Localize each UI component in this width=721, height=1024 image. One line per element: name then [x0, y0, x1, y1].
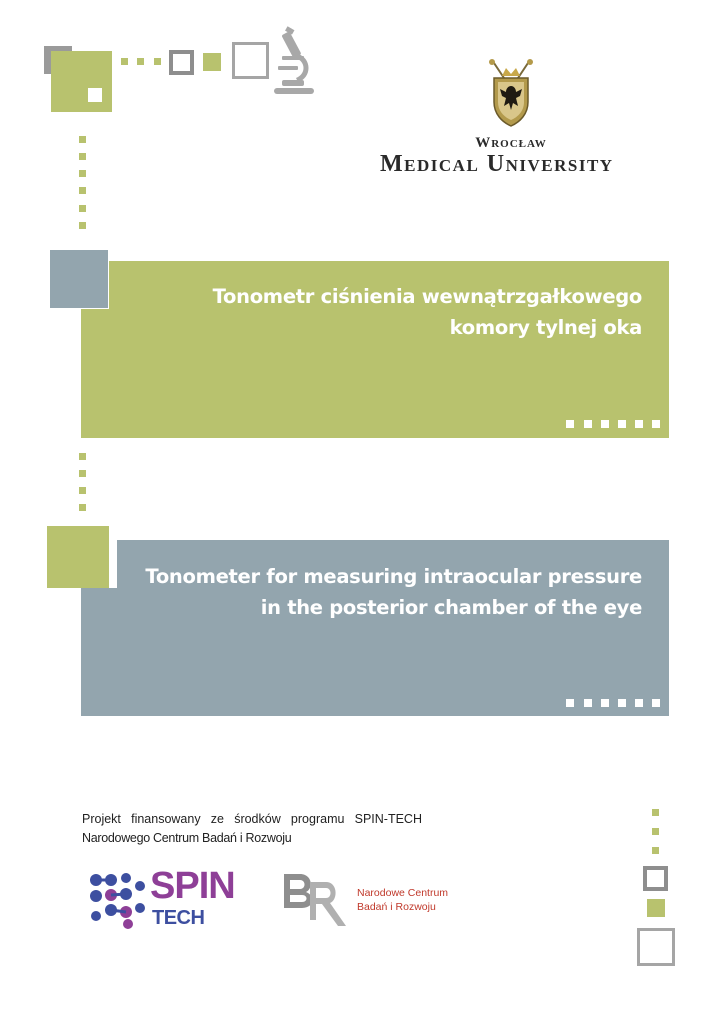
deco-dot: [154, 58, 161, 65]
funding-line1: Projekt finansowany ze środków programu SPIN-TECH: [82, 812, 422, 826]
deco-dot: [652, 809, 659, 816]
deco-square-outline: [637, 928, 675, 966]
deco-dot: [601, 699, 609, 707]
deco-dot: [79, 453, 86, 460]
deco-dot: [79, 205, 86, 212]
deco-dot: [584, 420, 592, 428]
tech-logo-text: TECH: [152, 907, 205, 929]
deco-dot: [566, 420, 574, 428]
deco-dot: [121, 58, 128, 65]
deco-dot: [601, 420, 609, 428]
deco-dot: [79, 136, 86, 143]
deco-dot: [79, 504, 86, 511]
deco-dot: [652, 420, 660, 428]
deco-dot: [79, 222, 86, 229]
deco-square-outline-small: [169, 50, 194, 75]
title-pl-line1: Tonometr ciśnienia wewnątrzgałkowego: [212, 285, 642, 308]
title-en: [120, 561, 642, 623]
deco-dot: [652, 847, 659, 854]
title-en-line2: in the posterior chamber of the eye: [260, 596, 642, 619]
funding-line2: Narodowego Centrum Badań i Rozwoju: [82, 831, 292, 845]
university-city: Wrocław: [475, 135, 547, 151]
funding-text: [82, 810, 422, 848]
deco-square-outline: [232, 42, 269, 79]
deco-dot: [79, 470, 86, 477]
university-name: Medical University: [380, 151, 614, 177]
deco-square-green-small: [647, 899, 665, 917]
deco-square-green-large: [51, 51, 112, 112]
deco-dot: [79, 487, 86, 494]
title-pl: [120, 281, 642, 343]
deco-dot: [635, 699, 643, 707]
ncbr-line2: Badań i Rozwoju: [357, 901, 436, 913]
deco-dot: [652, 828, 659, 835]
university-crest-icon: [484, 56, 538, 128]
title-en-line1: Tonometer for measuring intraocular pressure: [145, 565, 642, 588]
deco-square-blue-overlay: [50, 250, 108, 308]
deco-dot: [618, 420, 626, 428]
deco-dot: [652, 699, 660, 707]
deco-dot: [635, 420, 643, 428]
deco-dot: [137, 58, 144, 65]
deco-dot: [79, 153, 86, 160]
deco-dot: [79, 170, 86, 177]
spin-logo-text: SPIN: [150, 865, 235, 907]
ncbr-line1: Narodowe Centrum: [357, 887, 449, 899]
deco-dot: [79, 187, 86, 194]
spin-tech-molecule-icon: [88, 872, 148, 930]
deco-square-green: [47, 526, 109, 588]
deco-square-white-inner: [88, 88, 102, 102]
title-pl-line2: komory tylnej oka: [449, 316, 642, 339]
ncbr-logo-text: [357, 886, 448, 914]
deco-square-outline-small: [643, 866, 668, 891]
microscope-icon: [268, 26, 318, 98]
ncbr-br-icon: [280, 868, 356, 930]
deco-dot: [566, 699, 574, 707]
deco-dot: [584, 699, 592, 707]
deco-square-green-small: [203, 53, 221, 71]
deco-dot: [618, 699, 626, 707]
